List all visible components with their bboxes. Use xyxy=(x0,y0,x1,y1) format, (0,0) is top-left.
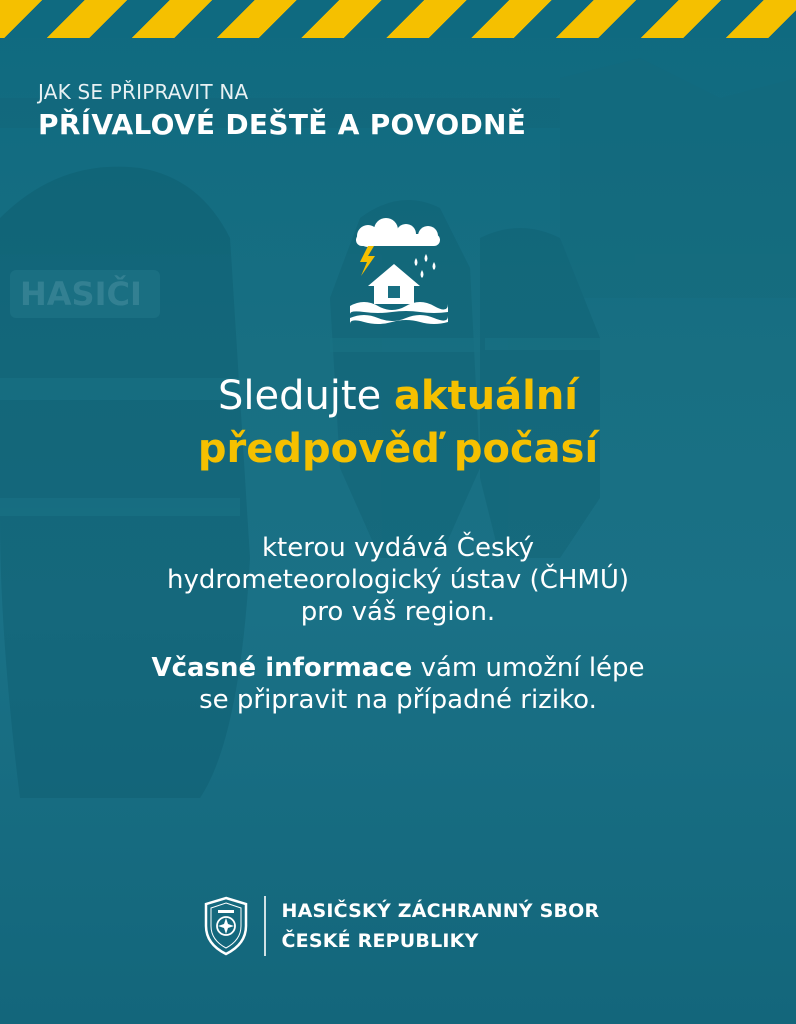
para2-line2: se připravit na případné riziko. xyxy=(199,685,597,715)
headline-prefix: Sledujte xyxy=(217,373,394,419)
paragraph-timely-info xyxy=(0,652,796,716)
headline-accent-1: aktuální xyxy=(393,373,579,419)
page-title: PŘÍVALOVÉ DEŠTĚ A POVODNĚ xyxy=(38,108,527,141)
fire-rescue-emblem-icon xyxy=(204,896,248,956)
vest-label-text: HASIČI xyxy=(20,275,142,313)
para1-line2: hydrometeorologický ústav (ČHMÚ) xyxy=(166,565,630,595)
eyebrow-text: JAK SE PŘIPRAVIT NA xyxy=(38,80,249,104)
firefighters-background-image xyxy=(0,38,796,1024)
para1-line1: kterou vydává Český xyxy=(261,533,535,563)
organization-name xyxy=(282,896,600,956)
headline-accent-2: předpověď počasí xyxy=(197,426,599,472)
warning-stripe-bar xyxy=(0,0,796,38)
headline xyxy=(0,370,796,476)
para2-bold: Včasné informace xyxy=(151,653,413,683)
org-line1: HASIČSKÝ ZÁCHRANNÝ SBOR xyxy=(281,900,600,922)
headline-line1 xyxy=(0,370,796,423)
body-text xyxy=(0,532,796,716)
org-line2: ČESKÉ REPUBLIKY xyxy=(281,930,479,952)
flood-house-storm-icon xyxy=(342,218,454,330)
para2-rest: vám umožní lépe xyxy=(412,653,645,683)
para1-line3: pro váš region. xyxy=(300,597,496,627)
footer xyxy=(204,894,599,958)
paragraph-chmi xyxy=(0,532,796,628)
footer-divider xyxy=(264,896,266,956)
